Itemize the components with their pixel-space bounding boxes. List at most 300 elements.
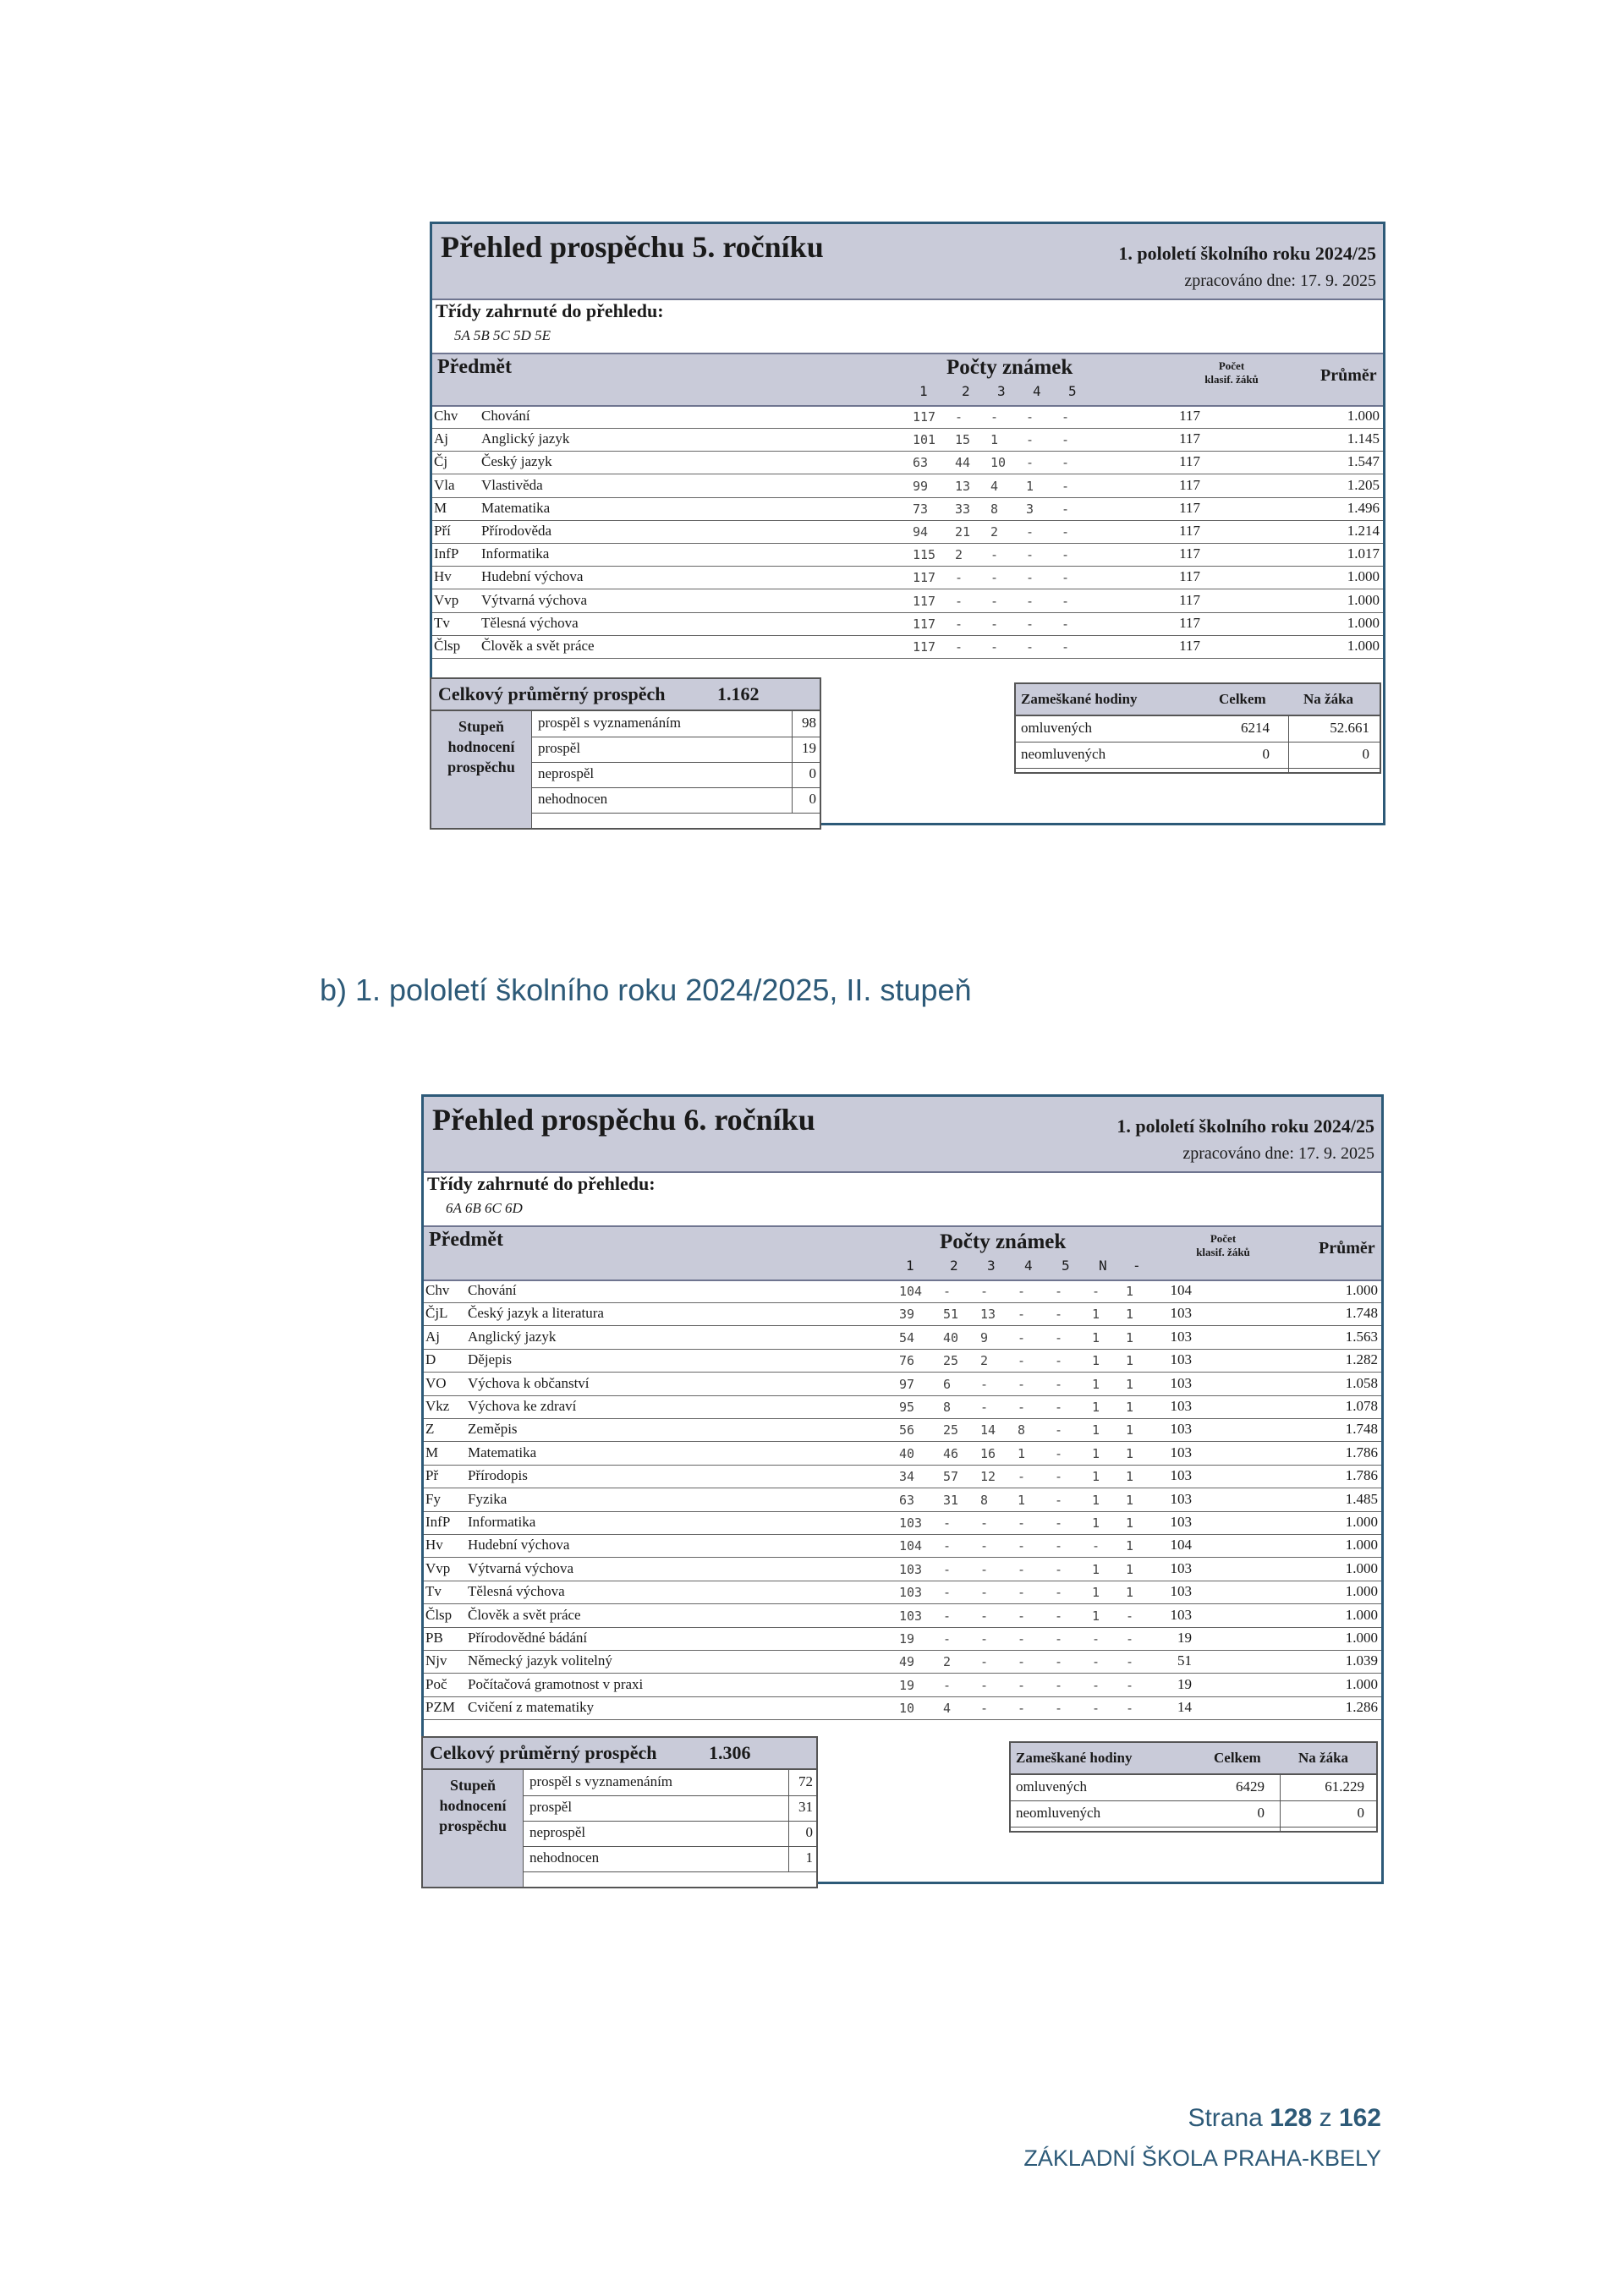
absence-total: 0 — [1262, 746, 1270, 762]
grade-count: 115 — [913, 547, 936, 563]
subject-column-label: Předmět — [429, 1229, 503, 1251]
grade-count: - — [1055, 1307, 1063, 1323]
grade-column-5: N — [1099, 1258, 1107, 1274]
grade-count: - — [1018, 1515, 1026, 1531]
overall-average-value: 1.162 — [717, 683, 760, 704]
absence-type: omluvených — [1016, 1778, 1088, 1795]
grade-count: 34 — [899, 1469, 915, 1485]
absence-type: neomluvených — [1021, 746, 1106, 762]
table-row — [424, 1442, 1381, 1466]
grade-count: 97 — [899, 1376, 915, 1392]
grade-count: 1 — [1126, 1445, 1134, 1461]
subject-name: Hudební výchova — [481, 568, 584, 585]
table-row — [424, 1373, 1381, 1396]
grade-count: 44 — [955, 455, 971, 471]
evaluation-value: 0 — [805, 1824, 813, 1840]
subject-abbr: Člsp — [425, 1606, 453, 1623]
average-value: 1.496 — [1347, 499, 1380, 516]
average-value: 1.000 — [1345, 1514, 1378, 1530]
subject-name: Výtvarná výchova — [468, 1559, 574, 1576]
grade-count: - — [1055, 1376, 1063, 1392]
grade-count: - — [980, 1538, 989, 1554]
average-value: 1.000 — [1345, 1606, 1378, 1623]
evaluation-name: neprospěl — [538, 765, 595, 781]
table-row — [432, 497, 1383, 521]
grade-count: 117 — [913, 409, 936, 425]
subject-abbr: Aj — [425, 1328, 440, 1345]
table-row — [424, 1558, 1381, 1581]
report-title: Přehled prospěchu 5. ročníku — [441, 230, 824, 264]
evaluation-name: prospěl s vyznamenáním — [538, 715, 682, 731]
evaluation-name: nehodnocen — [538, 791, 608, 807]
grade-count: - — [943, 1538, 952, 1554]
grade-column-3: 4 — [1024, 1258, 1033, 1274]
subject-abbr: InfP — [425, 1514, 451, 1530]
absence-header — [1011, 1743, 1376, 1775]
subject-abbr: Čj — [434, 453, 448, 470]
table-row — [424, 1650, 1381, 1674]
grade-count: - — [1026, 524, 1034, 540]
overall-average-header — [423, 1738, 816, 1770]
evaluation-value: 0 — [809, 791, 816, 807]
subject-name: Matematika — [481, 499, 551, 516]
grade-count: 8 — [1018, 1422, 1026, 1438]
grade-count: - — [1018, 1585, 1026, 1601]
grade-count: 15 — [955, 432, 971, 448]
classes-label: Třídy zahrnuté do přehledu: — [436, 300, 664, 321]
grade-count: - — [1062, 570, 1070, 586]
subject-name: Český jazyk a literatura — [468, 1305, 604, 1322]
grade-count: 1 — [1018, 1492, 1026, 1508]
grade-count: 16 — [980, 1445, 996, 1461]
grade-count: 33 — [955, 501, 971, 517]
grade-count: - — [943, 1284, 952, 1299]
absence-per-student-label: Na žáka — [1298, 1750, 1349, 1766]
average-value: 1.000 — [1347, 408, 1380, 424]
table-row — [424, 1488, 1381, 1512]
subject-abbr: Z — [425, 1421, 435, 1438]
grade-count: - — [955, 593, 963, 609]
grade-count: 25 — [943, 1422, 959, 1438]
overall-average-label: Celkový průměrný prospěch — [430, 1742, 657, 1763]
grade-count: - — [1126, 1608, 1134, 1624]
grade-count: - — [1018, 1561, 1026, 1577]
absence-total: 0 — [1257, 1805, 1265, 1821]
grade-count: 1 — [1092, 1608, 1100, 1624]
grade-count: - — [980, 1284, 989, 1299]
grade-count: - — [980, 1376, 989, 1392]
report-grade-6 — [421, 1094, 1384, 1884]
evaluation-value: 1 — [805, 1849, 813, 1866]
grade-count: - — [980, 1585, 989, 1601]
table-row — [424, 1627, 1381, 1651]
grade-count: - — [1018, 1376, 1026, 1392]
table-row — [432, 589, 1383, 613]
report-period: 1. pololetí školního roku 2024/25 — [1118, 243, 1376, 264]
subject-name: Výchova ke zdraví — [468, 1398, 577, 1414]
grade-count: 9 — [980, 1329, 989, 1345]
grade-column-3: 4 — [1033, 383, 1041, 399]
grade-count: - — [943, 1677, 952, 1693]
absence-row — [1011, 1775, 1376, 1801]
grade-count: - — [1055, 1492, 1063, 1508]
evaluation-row — [523, 1770, 816, 1796]
grade-count: - — [1092, 1538, 1100, 1554]
subject-abbr: M — [425, 1444, 439, 1460]
grade-count: 1 — [1126, 1329, 1134, 1345]
subject-abbr: Člsp — [434, 638, 461, 654]
grade-count: 25 — [943, 1353, 959, 1369]
grade-count: - — [1018, 1329, 1026, 1345]
table-row — [424, 1465, 1381, 1488]
grade-count: - — [990, 593, 999, 609]
subject-name: Přírodopis — [468, 1467, 528, 1484]
grade-count: 1 — [1092, 1445, 1100, 1461]
page-number: Strana 128 z 162 — [1188, 2104, 1381, 2132]
average-value: 1.058 — [1345, 1374, 1378, 1391]
report-title: Přehled prospěchu 6. ročníku — [432, 1103, 815, 1137]
grade-count: - — [1055, 1353, 1063, 1369]
average-column-label: Průměr — [1320, 366, 1377, 385]
grade-count: 2 — [955, 547, 963, 563]
grade-count: 31 — [943, 1492, 959, 1508]
table-row — [424, 1534, 1381, 1558]
classes-list: 6A 6B 6C 6D — [446, 1200, 523, 1216]
evaluation-level-label: Stupeň hodnocení prospěchu — [431, 711, 532, 828]
subject-abbr: M — [434, 499, 447, 516]
grade-count: - — [1018, 1631, 1026, 1647]
average-value: 1.786 — [1345, 1444, 1378, 1460]
classified-count: 117 — [1179, 476, 1200, 493]
table-header — [432, 353, 1383, 407]
grade-count: - — [980, 1654, 989, 1670]
table-row — [424, 1302, 1381, 1326]
grade-count: 101 — [913, 432, 936, 448]
grade-counts-label: Počty známek — [946, 356, 1073, 379]
evaluation-row — [523, 1821, 816, 1847]
classified-count: 117 — [1179, 453, 1200, 470]
grade-count: - — [1018, 1538, 1026, 1554]
overall-box — [421, 1736, 818, 1888]
average-value: 1.078 — [1345, 1398, 1378, 1414]
table-row — [424, 1418, 1381, 1442]
table-row — [424, 1395, 1381, 1419]
grade-count: - — [1062, 455, 1070, 471]
absence-per-student: 61.229 — [1325, 1778, 1364, 1795]
table-row — [432, 520, 1383, 544]
grade-count: 13 — [955, 478, 971, 494]
average-value: 1.282 — [1345, 1351, 1378, 1368]
grade-count: - — [1055, 1445, 1063, 1461]
average-value: 1.000 — [1345, 1630, 1378, 1646]
classified-count: 103 — [1170, 1606, 1192, 1623]
subject-abbr: Njv — [425, 1652, 447, 1669]
grade-count: - — [1062, 501, 1070, 517]
grade-count: 1 — [990, 432, 999, 448]
evaluation-value: 0 — [809, 765, 816, 781]
grade-count: - — [980, 1515, 989, 1531]
grade-count: - — [990, 616, 999, 632]
grade-count: - — [1092, 1284, 1100, 1299]
overall-average-value: 1.306 — [709, 1742, 751, 1763]
classified-count: 103 — [1170, 1514, 1192, 1530]
classified-count: 14 — [1177, 1699, 1192, 1716]
grade-count: 49 — [899, 1654, 915, 1670]
table-row — [432, 428, 1383, 452]
grade-count: 117 — [913, 593, 936, 609]
subject-name: Výchova k občanství — [468, 1374, 590, 1391]
grade-count: - — [1092, 1701, 1100, 1717]
classified-count: 51 — [1177, 1652, 1192, 1669]
average-value: 1.000 — [1347, 638, 1380, 654]
grade-count: 4 — [943, 1701, 952, 1717]
subject-abbr: Tv — [434, 614, 450, 631]
classified-count: 103 — [1170, 1328, 1192, 1345]
grade-count: - — [1018, 1469, 1026, 1485]
subject-name: Informatika — [468, 1514, 536, 1530]
grade-count: - — [1062, 432, 1070, 448]
count-column-label: Počet klasif. žáků — [1204, 359, 1259, 386]
subject-name: Dějepis — [468, 1351, 512, 1368]
average-value: 1.748 — [1345, 1305, 1378, 1322]
count-column-label: Počet klasif. žáků — [1196, 1232, 1250, 1258]
grade-count: - — [1018, 1400, 1026, 1415]
grade-count: - — [1055, 1284, 1063, 1299]
grade-count: 40 — [943, 1329, 959, 1345]
average-value: 1.547 — [1347, 453, 1380, 470]
grade-count: 1 — [1092, 1400, 1100, 1415]
grade-count: - — [1055, 1422, 1063, 1438]
absence-label: Zameškané hodiny — [1021, 691, 1138, 707]
subject-column-label: Předmět — [437, 356, 512, 378]
grade-count: 1 — [1126, 1538, 1134, 1554]
grade-column-1: 2 — [950, 1258, 958, 1274]
grade-column-0: 1 — [906, 1258, 914, 1274]
grade-count: 1 — [1092, 1422, 1100, 1438]
grade-count: - — [1026, 616, 1034, 632]
absence-type: omluvených — [1021, 720, 1093, 736]
subject-abbr: Př — [425, 1467, 439, 1484]
grade-count: - — [1055, 1608, 1063, 1624]
grade-count: - — [980, 1631, 989, 1647]
grade-count: - — [1062, 409, 1070, 425]
average-value: 1.205 — [1347, 476, 1380, 493]
average-value: 1.485 — [1345, 1490, 1378, 1507]
average-value: 1.000 — [1345, 1282, 1378, 1298]
absence-per-student: 0 — [1362, 746, 1369, 762]
grade-count: - — [943, 1585, 952, 1601]
average-value: 1.000 — [1347, 568, 1380, 585]
grade-count: 19 — [899, 1631, 915, 1647]
subject-abbr: Chv — [425, 1282, 450, 1298]
absence-table — [1014, 682, 1381, 774]
evaluation-row — [531, 737, 820, 763]
average-value: 1.000 — [1345, 1537, 1378, 1553]
subject-abbr: Aj — [434, 430, 448, 447]
grade-column-1: 2 — [962, 383, 970, 399]
grade-count: - — [1062, 478, 1070, 494]
grade-count: 1 — [1092, 1469, 1100, 1485]
grade-count: - — [943, 1561, 952, 1577]
absence-header — [1016, 684, 1380, 716]
grade-count: - — [980, 1608, 989, 1624]
classes-list: 5A 5B 5C 5D 5E — [454, 327, 551, 343]
grade-count: 51 — [943, 1307, 959, 1323]
grade-count: - — [943, 1608, 952, 1624]
grade-count: - — [1062, 547, 1070, 563]
grade-count: - — [1092, 1631, 1100, 1647]
grade-count: - — [980, 1677, 989, 1693]
grade-count: 1 — [1126, 1307, 1134, 1323]
absence-row — [1016, 743, 1380, 769]
overall-box — [430, 677, 821, 830]
grade-count: - — [1092, 1677, 1100, 1693]
subject-name: Vlastivěda — [481, 476, 543, 493]
evaluation-row — [531, 762, 820, 788]
grade-count: - — [1018, 1654, 1026, 1670]
classified-count: 103 — [1170, 1583, 1192, 1600]
evaluation-row — [523, 1846, 816, 1872]
subject-name: Tělesná výchova — [481, 614, 579, 631]
grade-count: 1 — [1126, 1492, 1134, 1508]
grade-count: 117 — [913, 639, 936, 655]
grade-count: - — [1055, 1469, 1063, 1485]
grade-count: 76 — [899, 1353, 915, 1369]
subject-name: Anglický jazyk — [481, 430, 570, 447]
evaluation-value: 98 — [802, 715, 816, 731]
subject-abbr: PB — [425, 1630, 443, 1646]
absence-row — [1016, 716, 1380, 743]
average-value: 1.748 — [1345, 1421, 1378, 1438]
grade-count: 46 — [943, 1445, 959, 1461]
grade-count: 1 — [1126, 1376, 1134, 1392]
grade-count: 8 — [990, 501, 999, 517]
school-name: ZÁKLADNÍ ŠKOLA PRAHA-KBELY — [1023, 2145, 1381, 2171]
grade-count: 103 — [899, 1585, 923, 1601]
classified-count: 103 — [1170, 1559, 1192, 1576]
grade-count: - — [990, 639, 999, 655]
subject-abbr: Vvp — [434, 591, 459, 608]
grade-count: - — [1018, 1307, 1026, 1323]
evaluation-name: prospěl s vyznamenáním — [529, 1773, 673, 1789]
subject-abbr: Fy — [425, 1490, 441, 1507]
absence-total: 6429 — [1236, 1778, 1265, 1795]
table-row — [424, 1326, 1381, 1350]
grade-count: 1 — [1018, 1445, 1026, 1461]
subject-name: Zeměpis — [468, 1421, 518, 1438]
grade-count: 40 — [899, 1445, 915, 1461]
classified-count: 103 — [1170, 1374, 1192, 1391]
grade-count: - — [990, 570, 999, 586]
grade-count: 10 — [899, 1701, 915, 1717]
subject-name: Český jazyk — [481, 453, 552, 470]
grade-count: 12 — [980, 1469, 996, 1485]
classified-count: 117 — [1179, 591, 1200, 608]
grade-count: 63 — [913, 455, 929, 471]
grade-count: - — [955, 570, 963, 586]
subject-abbr: ČjL — [425, 1305, 448, 1322]
grade-count: - — [1018, 1284, 1026, 1299]
classified-count: 103 — [1170, 1444, 1192, 1460]
table-row — [424, 1349, 1381, 1373]
classified-count: 117 — [1179, 499, 1200, 516]
grade-count: - — [1026, 639, 1034, 655]
table-row — [432, 451, 1383, 474]
subject-name: Počítačová gramotnost v praxi — [468, 1675, 644, 1692]
subject-abbr: Vla — [434, 476, 455, 493]
grade-count: 1 — [1026, 478, 1034, 494]
grade-count: 94 — [913, 524, 929, 540]
subject-abbr: Hv — [434, 568, 452, 585]
grade-count: 6 — [943, 1376, 952, 1392]
report-grade-5 — [430, 222, 1385, 825]
subject-name: Německý jazyk volitelný — [468, 1652, 612, 1669]
grade-count: 1 — [1126, 1561, 1134, 1577]
subject-abbr: Vvp — [425, 1559, 451, 1576]
grade-count: - — [1055, 1677, 1063, 1693]
grade-count: 1 — [1126, 1422, 1134, 1438]
subject-abbr: Chv — [434, 408, 458, 424]
grade-count: - — [1018, 1701, 1026, 1717]
absence-type: neomluvených — [1016, 1805, 1101, 1821]
classified-count: 117 — [1179, 614, 1200, 631]
report-header — [432, 224, 1383, 300]
grade-count: 54 — [899, 1329, 915, 1345]
grade-count: 1 — [1092, 1561, 1100, 1577]
table-row — [432, 405, 1383, 429]
grade-count: - — [1055, 1515, 1063, 1531]
evaluation-row — [523, 1795, 816, 1822]
grade-count: - — [1018, 1353, 1026, 1369]
table-row — [424, 1511, 1381, 1535]
grade-count: 73 — [913, 501, 929, 517]
evaluation-value: 31 — [798, 1799, 813, 1815]
section-heading: b) 1. pololetí školního roku 2024/2025, II. stupeň — [320, 973, 972, 1007]
evaluation-name: neprospěl — [529, 1824, 586, 1840]
average-value: 1.000 — [1347, 614, 1380, 631]
report-period: 1. pololetí školního roku 2024/25 — [1116, 1115, 1374, 1137]
absence-per-student: 52.661 — [1330, 720, 1369, 736]
grade-count: - — [1062, 639, 1070, 655]
average-value: 1.000 — [1345, 1583, 1378, 1600]
grade-count: - — [1026, 593, 1034, 609]
overall-average-label: Celkový průměrný prospěch — [438, 683, 666, 704]
grade-count: 103 — [899, 1608, 923, 1624]
grade-count: 99 — [913, 478, 929, 494]
subject-name: Hudební výchova — [468, 1537, 570, 1553]
report-processed-date: zpracováno dne: 17. 9. 2025 — [1182, 1144, 1374, 1163]
subject-name: Člověk a svět práce — [481, 638, 595, 654]
grade-count: 2 — [980, 1353, 989, 1369]
grade-count: 10 — [990, 455, 1007, 471]
grade-count: 21 — [955, 524, 971, 540]
subject-abbr: Hv — [425, 1537, 443, 1553]
subject-name: Člověk a svět práce — [468, 1606, 581, 1623]
classified-count: 104 — [1170, 1537, 1192, 1553]
subject-abbr: Poč — [425, 1675, 447, 1692]
grade-count: - — [955, 639, 963, 655]
grade-count: 1 — [1092, 1329, 1100, 1345]
subject-name: Výtvarná výchova — [481, 591, 588, 608]
grade-count: - — [1026, 432, 1034, 448]
grade-count: 2 — [943, 1654, 952, 1670]
table-row — [424, 1674, 1381, 1697]
average-value: 1.017 — [1347, 545, 1380, 562]
evaluation-name: prospěl — [529, 1799, 573, 1815]
absence-total-label: Celkem — [1214, 1750, 1261, 1766]
grade-count: - — [1062, 524, 1070, 540]
classified-count: 117 — [1179, 430, 1200, 447]
